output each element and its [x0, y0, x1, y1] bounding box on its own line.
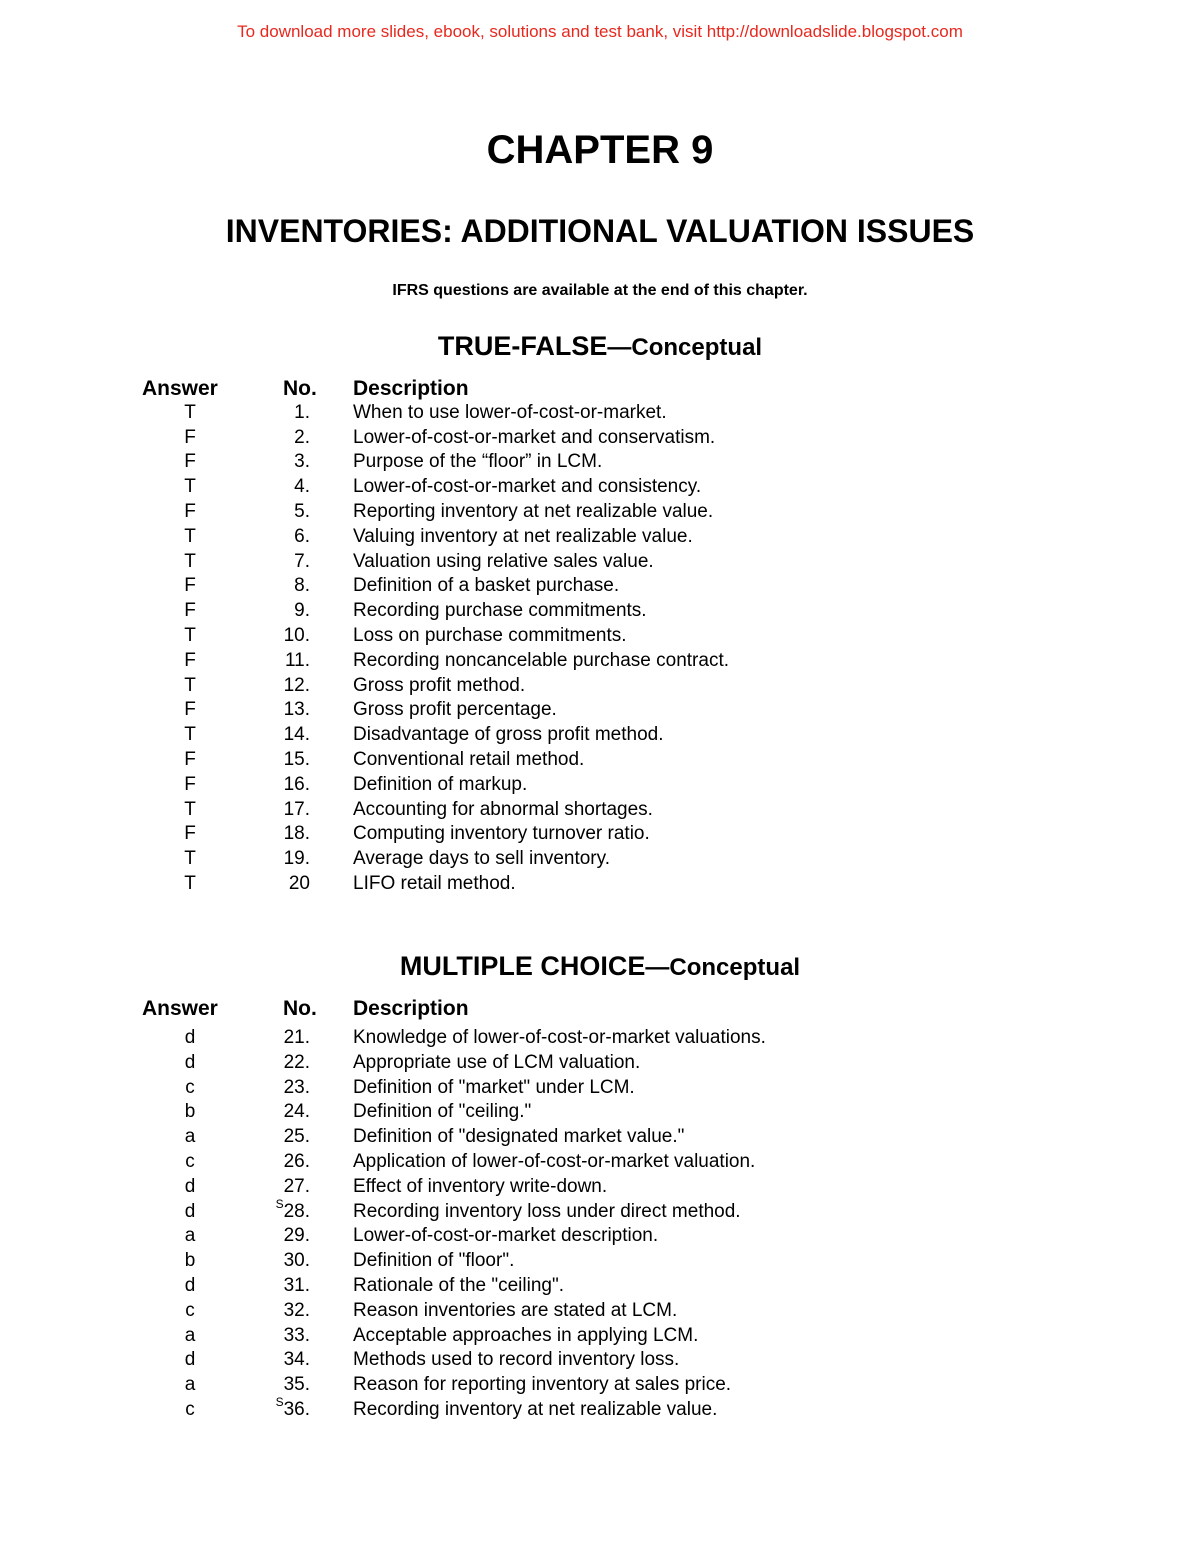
tf-answer: T	[184, 798, 196, 820]
tf-row	[0, 774, 1200, 799]
mc-description: Appropriate use of LCM valuation.	[353, 1051, 641, 1073]
tf-row	[0, 675, 1200, 700]
mc-header-desc: Description	[353, 997, 469, 1020]
tf-description: Gross profit method.	[353, 674, 526, 696]
mc-answer: d	[184, 1349, 196, 1371]
tf-description: LIFO retail method.	[353, 872, 516, 894]
mc-number	[284, 1077, 310, 1099]
tf-description: Purpose of the “floor” in LCM.	[353, 451, 603, 473]
tf-description: Definition of markup.	[353, 773, 528, 795]
tf-answer: T	[184, 550, 196, 572]
mc-answer: c	[185, 1150, 195, 1172]
tf-number-text: 4.	[294, 476, 310, 498]
tf-number-text: 14.	[283, 724, 310, 746]
mc-number-text: 32.	[283, 1299, 310, 1321]
mc-number	[284, 1151, 310, 1173]
mc-description: Reason inventories are stated at LCM.	[353, 1299, 678, 1321]
tf-number	[284, 823, 310, 845]
mc-answer: a	[184, 1324, 196, 1346]
mc-row	[0, 1027, 1200, 1052]
tf-row	[0, 799, 1200, 824]
tf-header-desc: Description	[353, 377, 469, 400]
mc-number-text: 35.	[283, 1374, 310, 1396]
mc-number-text: 34.	[283, 1349, 310, 1371]
mc-description: Methods used to record inventory loss.	[353, 1349, 680, 1371]
mc-number	[284, 1374, 310, 1396]
tf-number	[284, 848, 310, 870]
tf-number-text: 13.	[283, 699, 310, 721]
tf-number	[289, 873, 310, 895]
mc-number	[284, 1325, 310, 1347]
tf-number	[294, 476, 310, 498]
mc-row	[0, 1077, 1200, 1102]
mc-number	[284, 1300, 310, 1322]
mc-number	[284, 1225, 310, 1247]
mc-answer: c	[185, 1076, 195, 1098]
tf-row	[0, 873, 1200, 898]
mc-row	[0, 1300, 1200, 1325]
tf-row	[0, 575, 1200, 600]
tf-number-text: 9.	[294, 600, 310, 622]
tf-table	[0, 377, 1200, 898]
mc-number	[284, 1275, 310, 1297]
mc-description: Definition of "designated market value."	[353, 1126, 685, 1148]
mc-number-text: 27.	[283, 1175, 310, 1197]
tf-number	[284, 774, 310, 796]
mc-section-title	[0, 951, 1200, 982]
mc-number-text: 24.	[283, 1101, 310, 1123]
mc-answer: b	[184, 1250, 196, 1272]
tf-description: Disadvantage of gross profit method.	[353, 724, 664, 746]
mc-header-row	[0, 997, 1200, 1027]
tf-description: Reporting inventory at net realizable value.	[353, 500, 714, 522]
tf-row	[0, 848, 1200, 873]
tf-number-text: 11.	[284, 649, 310, 671]
tf-number-text: 20	[288, 872, 310, 894]
mc-description: Definition of "ceiling."	[353, 1101, 532, 1123]
mc-answer: d	[184, 1274, 196, 1296]
tf-number	[284, 675, 310, 697]
mc-number	[284, 1052, 310, 1074]
mc-description: Recording inventory at net realizable value.	[353, 1398, 718, 1420]
mc-description: Acceptable approaches in applying LCM.	[353, 1324, 699, 1346]
mc-number	[284, 1250, 310, 1272]
tf-number-text: 18.	[283, 823, 310, 845]
mc-row	[0, 1349, 1200, 1374]
tf-header-no: No.	[283, 377, 317, 400]
mc-number-text: 25.	[283, 1126, 310, 1148]
tf-row	[0, 501, 1200, 526]
mc-sup-marker: S	[275, 1394, 284, 1409]
mc-answer: d	[184, 1175, 196, 1197]
mc-header-no: No.	[283, 997, 317, 1020]
tf-answer: F	[184, 575, 196, 597]
mc-title-sub: —Conceptual	[645, 954, 801, 981]
tf-description: Recording purchase commitments.	[353, 600, 647, 622]
tf-description: Recording noncancelable purchase contract.	[353, 649, 730, 671]
tf-row	[0, 402, 1200, 427]
mc-description: Effect of inventory write-down.	[353, 1175, 608, 1197]
tf-answer: F	[184, 600, 196, 622]
tf-number	[294, 551, 310, 573]
mc-header-answer: Answer	[142, 997, 218, 1020]
tf-section-title	[0, 331, 1200, 362]
mc-description: Recording inventory loss under direct method.	[353, 1200, 741, 1222]
tf-number	[294, 526, 310, 548]
mc-row	[0, 1250, 1200, 1275]
mc-description: Application of lower-of-cost-or-market valuation.	[353, 1150, 756, 1172]
tf-number	[294, 427, 310, 449]
tf-answer: F	[184, 748, 196, 770]
mc-sup-marker: S	[275, 1196, 284, 1211]
tf-row	[0, 724, 1200, 749]
ifrs-note: IFRS questions are available at the end of this chapter.	[392, 282, 808, 299]
tf-answer: T	[184, 872, 196, 894]
mc-title-main: MULTIPLE CHOICE	[399, 951, 646, 981]
tf-number	[284, 724, 310, 746]
mc-row	[0, 1325, 1200, 1350]
tf-number-text: 3.	[294, 451, 310, 473]
mc-answer: a	[184, 1374, 196, 1396]
tf-description: Definition of a basket purchase.	[353, 575, 620, 597]
mc-number-text: 30.	[283, 1250, 310, 1272]
mc-row	[0, 1374, 1200, 1399]
mc-answer: d	[184, 1200, 196, 1222]
mc-row	[0, 1176, 1200, 1201]
tf-row	[0, 823, 1200, 848]
tf-number	[294, 402, 310, 424]
tf-description: Lower-of-cost-or-market and consistency.	[353, 476, 702, 498]
tf-description: Valuing inventory at net realizable value.	[353, 525, 693, 547]
mc-number-text: 29.	[283, 1225, 310, 1247]
mc-answer: a	[184, 1225, 196, 1247]
tf-number-text: 8.	[294, 575, 310, 597]
tf-description: Loss on purchase commitments.	[353, 624, 627, 646]
tf-answer: T	[184, 525, 196, 547]
tf-description: Computing inventory turnover ratio.	[353, 823, 650, 845]
tf-number-text: 19.	[283, 848, 310, 870]
mc-number-text: 26.	[283, 1150, 310, 1172]
tf-answer: T	[184, 848, 196, 870]
tf-number-text: 2.	[294, 426, 310, 448]
tf-description: Conventional retail method.	[353, 748, 585, 770]
mc-row	[0, 1151, 1200, 1176]
tf-header-row	[0, 377, 1200, 402]
mc-number	[275, 1394, 310, 1421]
tf-answer: F	[184, 426, 196, 448]
tf-row	[0, 476, 1200, 501]
tf-number	[284, 749, 310, 771]
tf-number-text: 5.	[294, 500, 310, 522]
mc-number	[284, 1176, 310, 1198]
tf-row	[0, 551, 1200, 576]
tf-number	[294, 501, 310, 523]
tf-number-text: 7.	[294, 550, 310, 572]
tf-row	[0, 699, 1200, 724]
tf-number-text: 15.	[283, 748, 310, 770]
tf-row	[0, 650, 1200, 675]
tf-header-answer: Answer	[142, 377, 218, 400]
tf-description: Lower-of-cost-or-market and conservatism.	[353, 426, 716, 448]
tf-description: Accounting for abnormal shortages.	[353, 798, 653, 820]
tf-number-text: 17.	[283, 798, 310, 820]
tf-answer: T	[184, 476, 196, 498]
mc-answer: b	[184, 1101, 196, 1123]
tf-description: Average days to sell inventory.	[353, 848, 610, 870]
mc-number-text: 21.	[283, 1027, 310, 1048]
tf-answer: F	[184, 451, 196, 473]
tf-row	[0, 749, 1200, 774]
tf-description: Gross profit percentage.	[353, 699, 557, 721]
tf-number-text: 6.	[294, 525, 310, 547]
tf-number	[285, 650, 310, 672]
mc-number-text: 31.	[283, 1274, 310, 1296]
mc-number-text: 28.	[283, 1200, 310, 1222]
mc-number-text: 22.	[283, 1051, 310, 1073]
download-banner: To download more slides, ebook, solutions and test bank, visit http://downloadslide.blogspot.com	[237, 22, 963, 41]
mc-number-text: 36.	[283, 1398, 310, 1420]
mc-table	[0, 997, 1200, 1424]
mc-answer: c	[185, 1398, 195, 1420]
tf-number	[294, 575, 310, 597]
tf-answer: T	[184, 624, 196, 646]
mc-number	[284, 1126, 310, 1148]
tf-row	[0, 526, 1200, 551]
tf-description: Valuation using relative sales value.	[353, 550, 654, 572]
mc-number-text: 33.	[283, 1324, 310, 1346]
chapter-title: CHAPTER 9	[486, 128, 714, 172]
mc-description: Definition of "floor".	[353, 1250, 515, 1272]
mc-row	[0, 1126, 1200, 1151]
tf-title-main: TRUE-FALSE	[437, 331, 608, 361]
mc-description: Reason for reporting inventory at sales price.	[353, 1374, 732, 1396]
mc-number	[284, 1027, 310, 1049]
tf-answer: T	[184, 724, 196, 746]
tf-row	[0, 427, 1200, 452]
mc-description: Knowledge of lower-of-cost-or-market valuations.	[353, 1027, 766, 1048]
mc-row	[0, 1196, 1200, 1226]
mc-row	[0, 1275, 1200, 1300]
tf-row	[0, 600, 1200, 625]
tf-answer: F	[184, 699, 196, 721]
tf-number	[294, 600, 310, 622]
mc-number	[284, 1101, 310, 1123]
tf-number	[284, 799, 310, 821]
tf-number	[284, 625, 310, 647]
tf-answer: F	[184, 649, 196, 671]
tf-number-text: 1.	[294, 401, 310, 423]
mc-answer: a	[184, 1126, 196, 1148]
mc-row	[0, 1394, 1200, 1424]
mc-answer: d	[184, 1027, 196, 1048]
tf-description: When to use lower-of-cost-or-market.	[353, 401, 667, 423]
tf-number-text: 16.	[283, 773, 310, 795]
tf-number	[294, 451, 310, 473]
tf-title-sub: —Conceptual	[607, 334, 763, 361]
mc-number	[284, 1349, 310, 1371]
tf-row	[0, 625, 1200, 650]
chapter-subtitle: INVENTORIES: ADDITIONAL VALUATION ISSUES	[225, 213, 975, 249]
mc-description: Definition of "market" under LCM.	[353, 1076, 635, 1098]
mc-description: Lower-of-cost-or-market description.	[353, 1225, 659, 1247]
tf-answer: F	[184, 773, 196, 795]
mc-row	[0, 1101, 1200, 1126]
mc-row	[0, 1052, 1200, 1077]
mc-number-text: 23.	[283, 1076, 310, 1098]
mc-description: Rationale of the "ceiling".	[353, 1274, 565, 1296]
tf-answer: T	[184, 401, 196, 423]
tf-number	[284, 699, 310, 721]
tf-number-text: 12.	[283, 674, 310, 696]
mc-number	[275, 1196, 310, 1223]
tf-number-text: 10.	[283, 624, 310, 646]
tf-answer: F	[184, 500, 196, 522]
tf-answer: T	[184, 674, 196, 696]
tf-row	[0, 451, 1200, 476]
mc-answer: c	[185, 1299, 195, 1321]
mc-row	[0, 1225, 1200, 1250]
tf-answer: F	[184, 823, 196, 845]
mc-answer: d	[184, 1051, 196, 1073]
